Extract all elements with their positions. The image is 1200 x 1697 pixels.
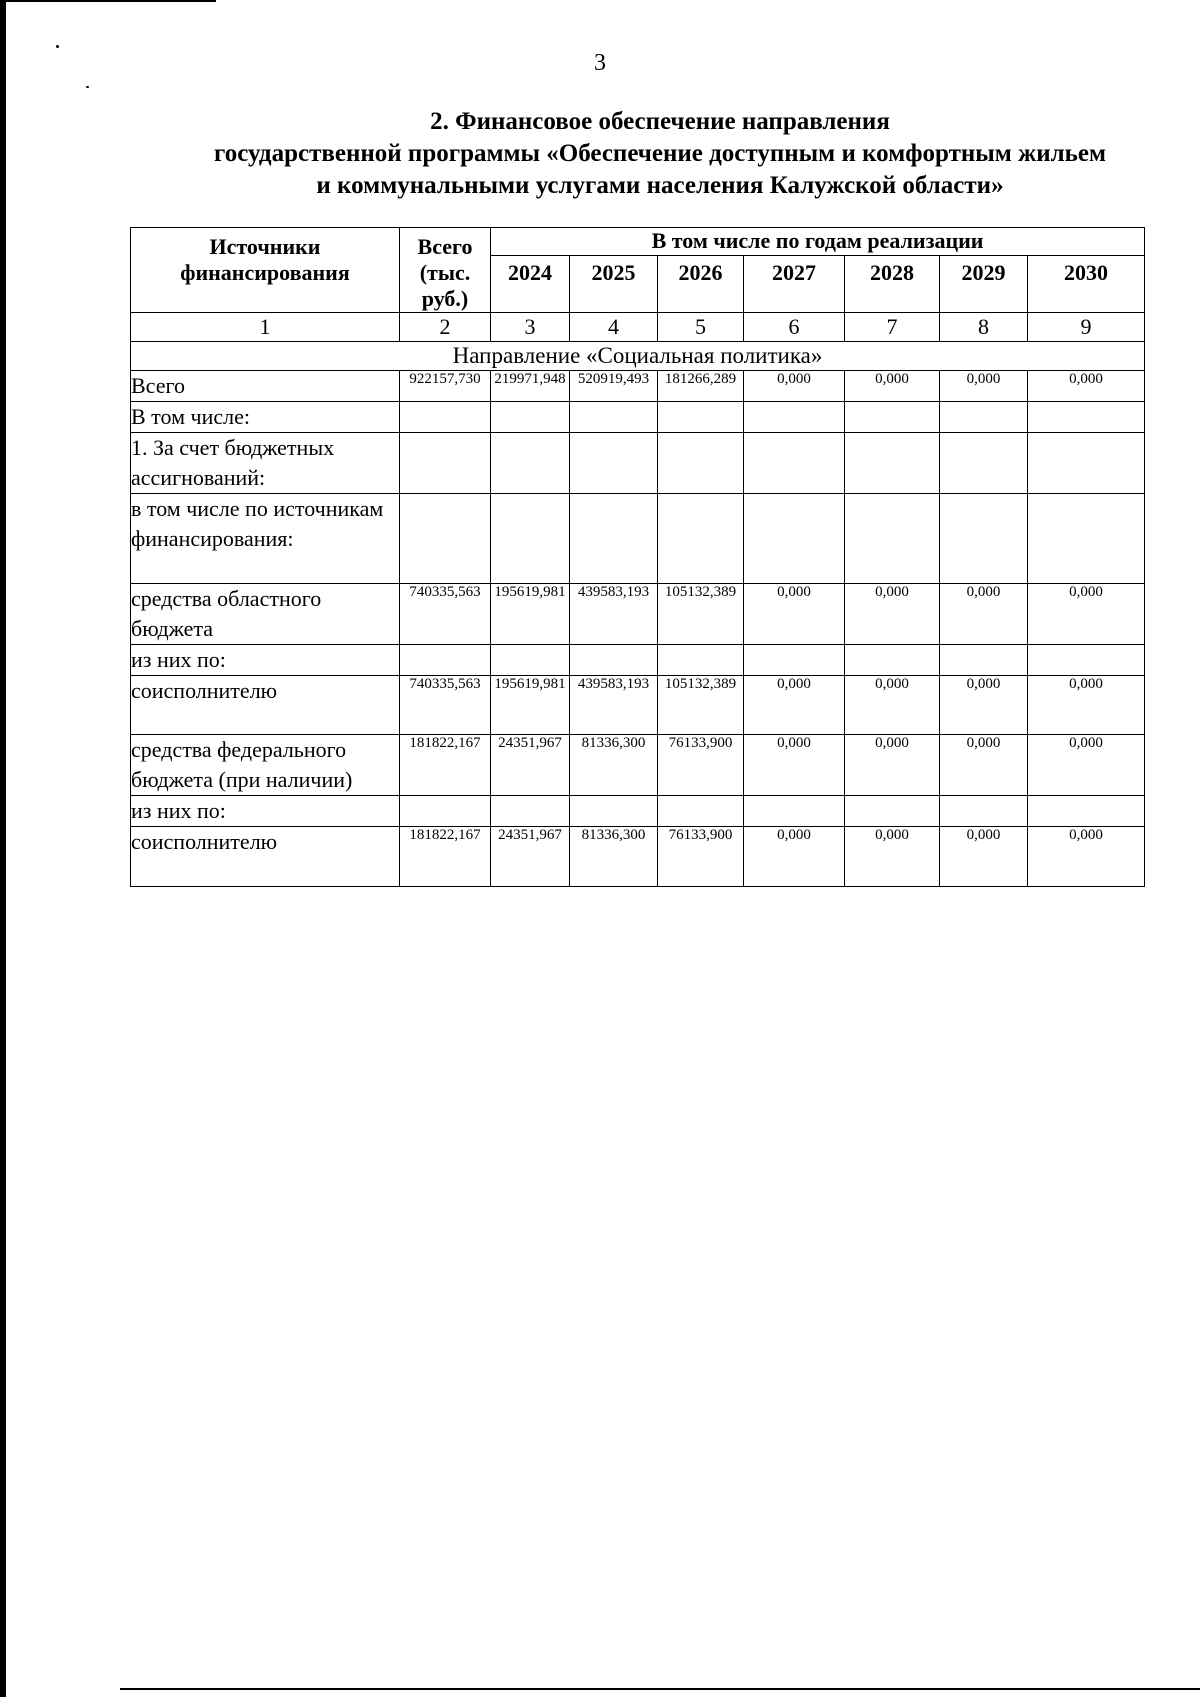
header-sources: Источники финансирования	[131, 228, 400, 313]
column-number-row	[131, 313, 1145, 342]
row-label: средства областного бюджета	[131, 584, 400, 645]
value-cell: 76133,900	[658, 827, 744, 887]
value-cell: 439583,193	[570, 584, 658, 645]
value-cell: 0,000	[744, 371, 845, 402]
value-cell	[744, 796, 845, 827]
value-cell	[940, 796, 1028, 827]
value-cell	[570, 796, 658, 827]
value-cell: 181822,167	[400, 735, 491, 796]
value-cell: 0,000	[1028, 827, 1145, 887]
row-label: из них по:	[131, 645, 400, 676]
value-cell	[658, 494, 744, 584]
row-label: В том числе:	[131, 402, 400, 433]
row-label: соисполнителю	[131, 676, 400, 735]
column-number: 6	[744, 313, 845, 342]
value-cell: 195619,981	[491, 676, 570, 735]
value-cell: 0,000	[940, 371, 1028, 402]
value-cell	[744, 433, 845, 494]
value-cell: 0,000	[1028, 735, 1145, 796]
row-label: из них по:	[131, 796, 400, 827]
table-row	[131, 371, 1145, 402]
heading-line-3: и коммунальными услугами населения Калужской области»	[316, 172, 1004, 199]
scan-top-edge	[6, 0, 216, 2]
value-cell	[1028, 402, 1145, 433]
value-cell	[658, 645, 744, 676]
value-cell: 520919,493	[570, 371, 658, 402]
value-cell	[491, 433, 570, 494]
value-cell: 219971,948	[491, 371, 570, 402]
value-cell	[491, 494, 570, 584]
value-cell: 105132,389	[658, 584, 744, 645]
value-cell	[940, 645, 1028, 676]
value-cell: 0,000	[940, 676, 1028, 735]
row-label: в том числе по источникам финансирования:	[131, 494, 400, 584]
value-cell	[491, 796, 570, 827]
value-cell	[845, 645, 940, 676]
value-cell	[570, 433, 658, 494]
value-cell: 0,000	[845, 735, 940, 796]
value-cell	[940, 402, 1028, 433]
value-cell	[658, 796, 744, 827]
column-number: 7	[845, 313, 940, 342]
value-cell	[570, 645, 658, 676]
column-number: 1	[131, 313, 400, 342]
table-row	[131, 827, 1145, 887]
value-cell: 105132,389	[658, 676, 744, 735]
value-cell: 195619,981	[491, 584, 570, 645]
table-row	[131, 676, 1145, 735]
row-label: средства федерального бюджета (при наличии)	[131, 735, 400, 796]
value-cell	[400, 796, 491, 827]
value-cell	[845, 402, 940, 433]
section-heading	[120, 106, 1200, 202]
header-by-years: В том числе по годам реализации	[491, 228, 1145, 256]
value-cell: 0,000	[845, 584, 940, 645]
value-cell: 24351,967	[491, 827, 570, 887]
value-cell: 0,000	[1028, 676, 1145, 735]
column-number: 9	[1028, 313, 1145, 342]
value-cell: 0,000	[744, 735, 845, 796]
header-year: 2027	[744, 256, 845, 313]
value-cell	[845, 433, 940, 494]
value-cell	[845, 796, 940, 827]
value-cell	[400, 402, 491, 433]
value-cell	[491, 402, 570, 433]
table-row	[131, 584, 1145, 645]
value-cell	[1028, 645, 1145, 676]
value-cell: 0,000	[845, 827, 940, 887]
scan-left-edge	[0, 0, 6, 1697]
value-cell: 0,000	[744, 584, 845, 645]
row-label: 1. За счет бюджетных ассигнований:	[131, 433, 400, 494]
value-cell	[1028, 796, 1145, 827]
section-title: Направление «Социальная политика»	[131, 342, 1145, 371]
value-cell: 181266,289	[658, 371, 744, 402]
column-number: 3	[491, 313, 570, 342]
value-cell: 0,000	[744, 676, 845, 735]
value-cell	[744, 402, 845, 433]
value-cell: 0,000	[845, 371, 940, 402]
value-cell	[845, 494, 940, 584]
value-cell: 0,000	[1028, 584, 1145, 645]
header-year: 2025	[570, 256, 658, 313]
value-cell	[658, 402, 744, 433]
value-cell: 0,000	[940, 584, 1028, 645]
value-cell: 81336,300	[570, 827, 658, 887]
table-row	[131, 433, 1145, 494]
value-cell	[400, 433, 491, 494]
heading-line-2: государственной программы «Обеспечение доступным и комфортным жильем	[214, 140, 1106, 167]
value-cell: 0,000	[940, 827, 1028, 887]
header-total: Всего (тыс. руб.)	[400, 228, 491, 313]
page-number: 3	[594, 50, 606, 76]
value-cell: 0,000	[1028, 371, 1145, 402]
header-year: 2024	[491, 256, 570, 313]
header-year: 2030	[1028, 256, 1145, 313]
column-number: 2	[400, 313, 491, 342]
value-cell	[744, 494, 845, 584]
header-year: 2028	[845, 256, 940, 313]
header-year: 2026	[658, 256, 744, 313]
value-cell	[1028, 433, 1145, 494]
value-cell: 81336,300	[570, 735, 658, 796]
value-cell	[658, 433, 744, 494]
value-cell: 740335,563	[400, 584, 491, 645]
scan-speck	[86, 86, 89, 88]
table-row	[131, 402, 1145, 433]
value-cell	[400, 494, 491, 584]
value-cell: 24351,967	[491, 735, 570, 796]
value-cell: 439583,193	[570, 676, 658, 735]
value-cell: 0,000	[940, 735, 1028, 796]
value-cell	[940, 433, 1028, 494]
value-cell	[940, 494, 1028, 584]
row-label: Всего	[131, 371, 400, 402]
column-number: 8	[940, 313, 1028, 342]
column-number: 4	[570, 313, 658, 342]
heading-line-1: 2. Финансовое обеспечение направления	[430, 108, 890, 135]
value-cell: 740335,563	[400, 676, 491, 735]
value-cell: 0,000	[744, 827, 845, 887]
scan-speck	[56, 45, 59, 48]
row-label: соисполнителю	[131, 827, 400, 887]
scan-bottom-edge	[120, 1688, 1200, 1690]
financing-table	[130, 227, 1145, 887]
value-cell	[570, 494, 658, 584]
value-cell: 181822,167	[400, 827, 491, 887]
header-year: 2029	[940, 256, 1028, 313]
value-cell	[570, 402, 658, 433]
value-cell: 0,000	[845, 676, 940, 735]
value-cell: 922157,730	[400, 371, 491, 402]
column-number: 5	[658, 313, 744, 342]
value-cell	[744, 645, 845, 676]
value-cell	[400, 645, 491, 676]
table-row	[131, 645, 1145, 676]
value-cell	[1028, 494, 1145, 584]
value-cell: 76133,900	[658, 735, 744, 796]
table-row	[131, 796, 1145, 827]
value-cell	[491, 645, 570, 676]
table-row	[131, 735, 1145, 796]
table-row	[131, 494, 1145, 584]
